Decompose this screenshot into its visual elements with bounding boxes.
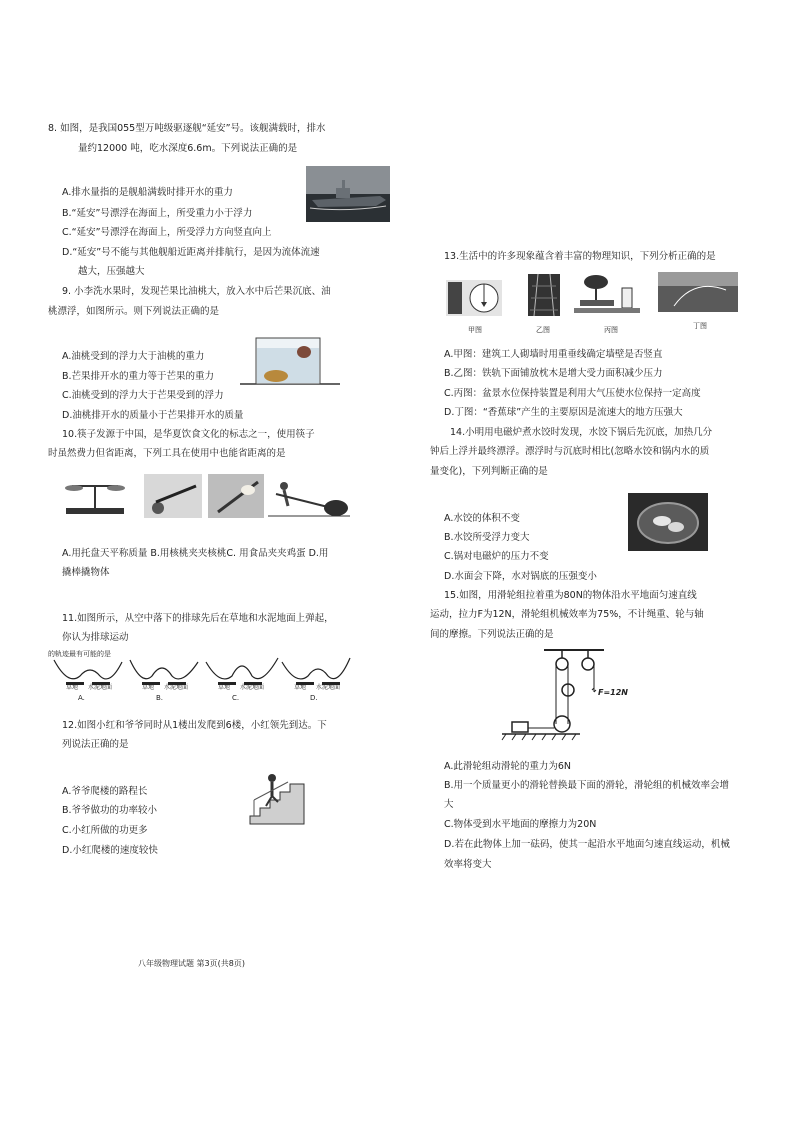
q13-caption-bing: 丙图 [604,326,618,334]
nutcracker-figure [144,474,202,518]
fruit-beaker-figure [236,332,344,388]
q11-cement-label-b: 水泥地面 [164,684,189,691]
q14-option-a: A.水饺的体积不变 [444,513,520,524]
q11-cement-label-d: 水泥地面 [316,684,341,691]
q10-tools-figures [62,472,352,520]
q15-option-d-line1: D.若在此物体上加一砝码，使其一起沿水平地面匀速直线运动，机械 [444,839,730,850]
q12-option-a: A.爷爷爬楼的路程长 [62,786,148,797]
q11-stem-line1: 11.如图所示，从空中落下的排球先后在草地和水泥地面上弹起， [62,613,334,624]
banana-kick-figure [658,272,738,312]
q11-caption: 的轨迹最有可能的是 [48,650,111,658]
q9-option-b: B.芒果排开水的重力等于芒果的重力 [62,371,215,382]
q12-option-c: C.小红所做的功更多 [62,825,148,836]
q13-caption-yi: 乙图 [536,326,550,334]
q10-stem-line1: 10.筷子发源于中国，是华夏饮食文化的标志之一，使用筷子 [62,429,315,440]
q10-options-line2: 撬棒撬物体 [62,567,110,578]
q11-grass-label-c: 草地 [218,684,231,691]
q11-label-b: B. [156,694,164,702]
q11-label-a: A. [78,694,85,702]
q15-option-c: C.物体受到水平地面的摩擦力为20N [444,819,597,830]
trajectory-d [282,658,350,679]
q14-option-b: B.水饺所受浮力变大 [444,532,530,543]
q8-option-a: A.排水量指的是舰船满载时排开水的重力 [62,187,233,198]
dumplings-photo [628,493,708,551]
balance-figure [65,485,125,514]
q13-option-d: D.丁图：“香蕉球”产生的主要原因是流速大的地方压强大 [444,407,683,418]
q11-label-c: C. [232,694,240,702]
q13-option-b: B.乙图：铁轨下面铺放枕木是增大受力面积减少压力 [444,368,663,379]
q12-option-d: D.小红爬楼的速度较快 [62,845,158,856]
q12-stem-line1: 12.如图小红和爷爷同时从1楼出发爬到6楼，小红领先到达。下 [62,720,327,731]
q9-stem-line1: 9. 小李洗水果时，发现芒果比油桃大，放入水中后芒果沉底、油 [62,286,331,297]
q8-option-d-line2: 越大，压强越大 [78,266,145,277]
q13-figures [444,272,744,322]
q11-grass-label-a: 草地 [66,684,79,691]
crowbar-figure [268,482,350,516]
q11-cement-label-c: 水泥地面 [240,684,265,691]
q11-grass-label-b: 草地 [142,684,155,691]
q9-option-a: A.油桃受到的浮力大于油桃的重力 [62,351,205,362]
q13-option-c: C.丙图：盆景水位保持装置是利用大气压使水位保持一定高度 [444,388,701,399]
destroyer-photo [306,166,390,222]
q8-option-b: B.“延安”号漂浮在海面上，所受重力小于浮力 [62,208,253,219]
q9-option-c: C.油桃受到的浮力大于芒果受到的浮力 [62,390,224,401]
q15-option-b-line2: 大 [444,799,454,810]
stair-climbing-figure [248,770,306,826]
q13-stem: 13.生活中的许多现象蕴含着丰富的物理知识，下列分析正确的是 [444,251,716,262]
trajectory-a [54,660,122,679]
rail-sleeper-figure [528,274,560,316]
q15-option-d-line2: 效率将变大 [444,859,492,870]
q12-stem-line2: 列说法正确的是 [62,739,129,750]
q13-option-a: A.甲图：建筑工人砌墙时用重垂线确定墙壁是否竖直 [444,349,663,360]
q15-stem-line3: 间的摩擦。下列说法正确的是 [430,629,554,640]
q15-stem-line1: 15.如图，用滑轮组拉着重为80N的物体沿水平地面匀速直线 [444,590,697,601]
q9-stem-line2: 桃漂浮，如图所示。则下列说法正确的是 [48,306,220,317]
q10-stem-line2: 时虽然费力但省距离，下列工具在使用中也能省距离的是 [48,448,286,459]
q14-stem-line3: 量变化)，下列判断正确的是 [430,466,548,477]
q12-option-b: B.爷爷做功的功率较小 [62,805,158,816]
page-footer: 八年级物理试题 第3页(共8页) [138,959,245,968]
q13-caption-ding: 丁图 [693,322,707,330]
trajectory-b [130,660,198,679]
q8-option-d-line1: D.“延安”号不能与其他舰船近距离并排航行，是因为流体流速 [62,247,320,258]
q10-options-line1: A.用托盘天平称质量 B.用核桃夹夹核桃C. 用食品夹夹鸡蛋 D.用 [62,548,329,559]
bonsai-water-figure [574,275,640,313]
q8-stem-line2: 量约12000 吨，吃水深度6.6m。下列说法正确的是 [78,143,298,154]
q8-stem-line1: 8. 如图，是我国055型万吨级驱逐舰“延安”号。该舰满载时，排水 [48,123,326,134]
q14-option-c: C.锅对电磁炉的压力不变 [444,551,549,562]
q15-option-a: A.此滑轮组动滑轮的重力为6N [444,761,572,772]
q14-stem-line2: 钟后上浮并最终漂浮。漂浮时与沉底时相比(忽略水饺和锅内水的质 [430,446,710,457]
q11-label-d: D. [310,694,318,702]
trajectory-c [206,658,278,679]
food-tongs-figure [208,474,264,518]
q14-stem-line1: 14.小明用电磁炉煮水饺时发现，水饺下锅后先沉底，加热几分 [450,427,713,438]
q14-option-d: D.水面会下降，水对锅底的压强变小 [444,571,597,582]
q11-grass-label-d: 草地 [294,684,307,691]
q8-option-c: C.“延安”号漂浮在海面上，所受浮力方向竖直向上 [62,227,272,238]
q11-stem-line2: 你认为排球运动 [62,632,129,643]
q9-option-d: D.油桃排开水的质量小于芒果排开水的质量 [62,410,244,421]
q15-option-b-line1: B.用一个质量更小的滑轮替换最下面的滑轮，滑轮组的机械效率会增 [444,780,730,791]
q15-force-label: F=12N [598,688,628,697]
q15-stem-line2: 运动，拉力F为12N，滑轮组机械效率为75%，不计绳重、轮与轴 [430,609,704,620]
plumb-line-figure [446,280,502,316]
q13-caption-jia: 甲图 [468,326,482,334]
q11-cement-label-a: 水泥地面 [88,684,113,691]
